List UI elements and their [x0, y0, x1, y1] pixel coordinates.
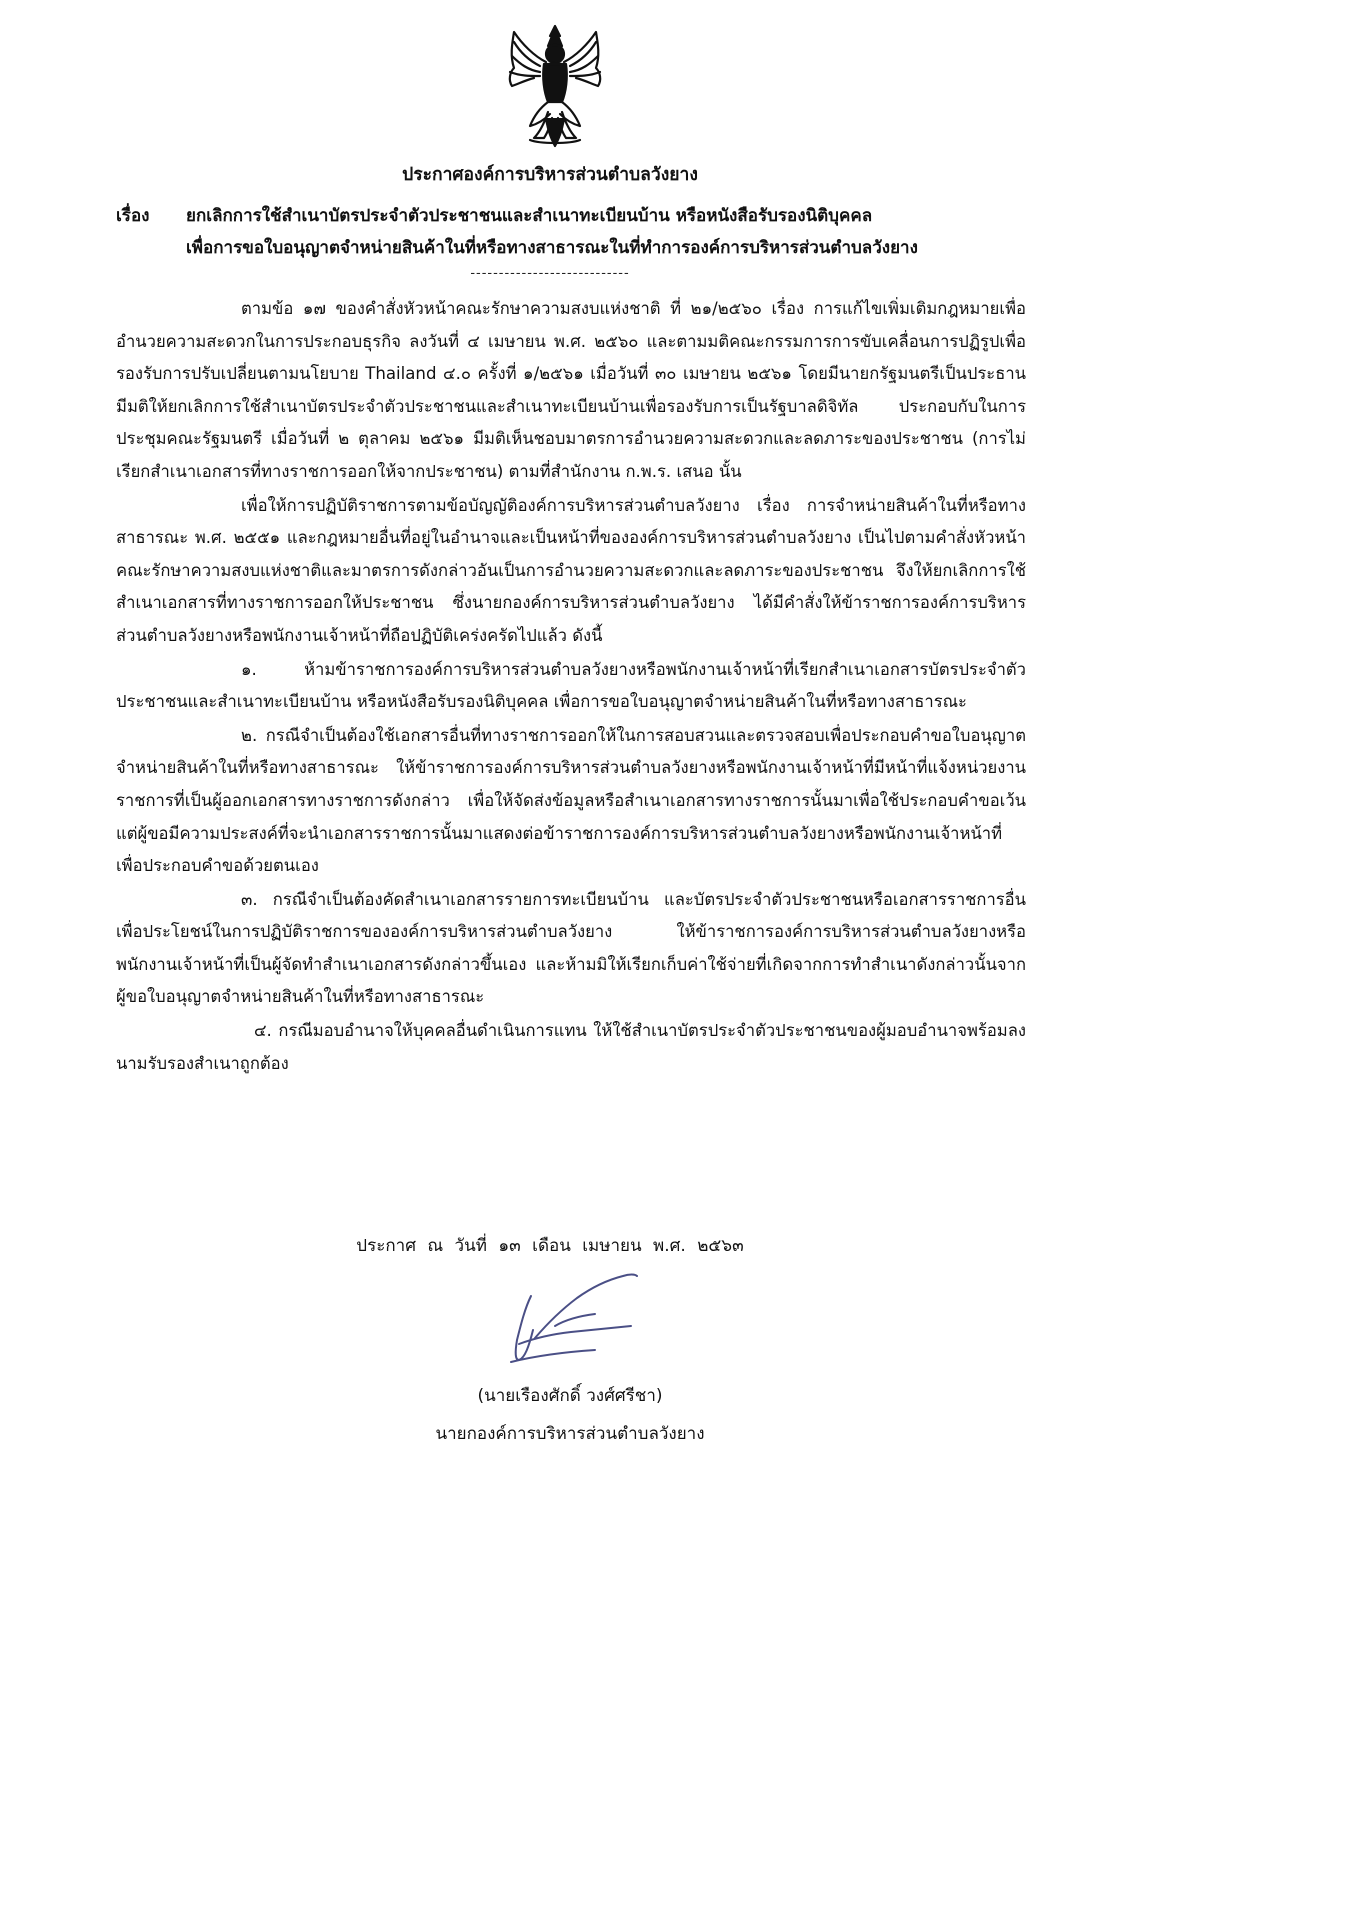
item-4: ๔. กรณีมอบอำนาจให้บุคคลอื่นดำเนินการแทน ให้ใช้สำเนาบัตรประจำตัวประชาชนของผู้มอบอำนาจพร้อมลงนามรับรองสำเนาถูกต้อง: [116, 1021, 1026, 1073]
subject-label: เรื่อง: [116, 206, 150, 226]
paragraph-2: เพื่อให้การปฏิบัติราชการตามข้อบัญญัติองค์การบริหารส่วนตำบลวังยาง เรื่อง การจำหน่ายสินค้าในที่หรือทางสาธารณะ พ.ศ. ๒๕๕๑ และกฎหมายอื่นที่อยู่ในอำนาจและเป็นหน้าที่ขององค์การบริหารส่วนตำบลวังยาง เป็นไปตามคำสั่งหัวหน้าคณะรักษาความสงบแห่งชาติและมาตรการดังกล่าวอันเป็นการอำนวยความสะดวกและลดภาระของประชาชน จึงให้ยกเลิกการใช้สำเนาเอกสารที่ทางราชการออกให้ประชาชน ซึ่งนายกองค์การบริหารส่วนตำบลวังยาง ได้มีคำสั่งให้ข้าราชการองค์การบริหารส่วนตำบลวังยางหรือพนักงานเจ้าหน้าที่ถือปฏิบัติเคร่งครัดไปแล้ว ดังนี้: [116, 495, 1026, 645]
signer-name: (นายเรืองศักดิ์ วงศ์ศรีชา): [477, 1386, 663, 1406]
subject-line-2: เพื่อการขอใบอนุญาตจำหน่ายสินค้าในที่หรือทางสาธารณะในที่ทำการองค์การบริหารส่วนตำบลวังยาง: [186, 238, 918, 258]
subject-line-1: ยกเลิกการใช้สำเนาบัตรประจำตัวประชาชนและสำเนาทะเบียนบ้าน หรือหนังสือรับรองนิติบุคคล: [186, 206, 873, 226]
announcement-body: [116, 293, 1026, 1081]
handwritten-signature: [495, 1268, 645, 1396]
announcement-title: ประกาศองค์การบริหารส่วนตำบลวังยาง: [402, 165, 698, 185]
separator-line: ----------------------------: [470, 266, 630, 281]
announcement-date: ประกาศ ณ วันที่ ๑๓ เดือน เมษายน พ.ศ. ๒๕๖๓: [356, 1236, 744, 1256]
signer-position: นายกองค์การบริหารส่วนตำบลวังยาง: [435, 1424, 705, 1444]
item-2: ๒. กรณีจำเป็นต้องใช้เอกสารอื่นที่ทางราชการออกให้ในการสอบสวนและตรวจสอบเพื่อประกอบคำขอใบอนุญาตจำหน่ายสินค้าในที่หรือทางสาธารณะ ให้ข้าราชการองค์การบริหารส่วนตำบลวังยางหรือพนักงานเจ้าหน้าที่มีหน้าที่แจ้งหน่วยงานราชการที่เป็นผู้ออกเอกสารทางราชการดังกล่าว เพื่อให้จัดส่งข้อมูลหรือสำเนาเอกสารทางราชการนั้นมาเพื่อใช้ประกอบคำขอเว้นแต่ผู้ขอมีความประสงค์ที่จะนำเอกสารราชการนั้นมาแสดงต่อข้าราชการองค์การบริหารส่วนตำบลวังยางหรือพนักงานเจ้าหน้าที่เพื่อประกอบคำขอด้วยตนเอง: [116, 725, 1026, 876]
item-1: ๑. ห้ามข้าราชการองค์การบริหารส่วนตำบลวังยางหรือพนักงานเจ้าหน้าที่เรียกสำเนาเอกสารบัตรประจำตัวประชาชนและสำเนาทะเบียนบ้าน หรือหนังสือรับรองนิติบุคคล เพื่อการขอใบอนุญาตจำหน่ายสินค้าในที่หรือทางสาธารณะ: [116, 659, 1026, 712]
garuda-emblem-icon: [500, 22, 610, 150]
item-3: ๓. กรณีจำเป็นต้องคัดสำเนาเอกสารรายการทะเบียนบ้าน และบัตรประจำตัวประชาชนหรือเอกสารราชการอื่นเพื่อประโยชน์ในการปฏิบัติราชการขององค์การบริหารส่วนตำบลวังยาง ให้ข้าราชการองค์การบริหารส่วนตำบลวังยางหรือพนักงานเจ้าหน้าที่เป็นผู้จัดทำสำเนาเอกสารดังกล่าวขึ้นเอง และห้ามมิให้เรียกเก็บค่าใช้จ่ายที่เกิดจากการทำสำเนาดังกล่าวนั้นจากผู้ขอใบอนุญาตจำหน่ายสินค้าในที่หรือทางสาธารณะ: [116, 889, 1026, 1007]
paragraph-1: ตามข้อ ๑๗ ของคำสั่งหัวหน้าคณะรักษาความสงบแห่งชาติ ที่ ๒๑/๒๕๖๐ เรื่อง การแก้ไขเพิ่มเติมกฎหมายเพื่ออำนวยความสะดวกในการประกอบธุรกิจ ลงวันที่ ๔ เมษายน พ.ศ. ๒๕๖๐ และตามมติคณะกรรมการการขับเคลื่อนการปฏิรูปเพื่อรองรับการปรับเปลี่ยนตามนโยบาย Thailand ๔.๐ ครั้งที่ ๑/๒๕๖๑ เมื่อวันที่ ๓๐ เมษายน ๒๕๖๑ โดยมีนายกรัฐมนตรีเป็นประธาน มีมติให้ยกเลิกการใช้สำเนาบัตรประจำตัวประชาชนและสำเนาทะเบียนบ้านเพื่อรองรับการเป็นรัฐบาลดิจิทัล ประกอบกับในการประชุมคณะรัฐมนตรี เมื่อวันที่ ๒ ตุลาคม ๒๕๖๑ มีมติเห็นชอบมาตรการอำนวยความสะดวกและลดภาระของประชาชน (การไม่เรียกสำเนาเอกสารที่ทางราชการออกให้จากประชาชน) ตามที่สำนักงาน ก.พ.ร. เสนอ นั้น: [116, 299, 1026, 481]
